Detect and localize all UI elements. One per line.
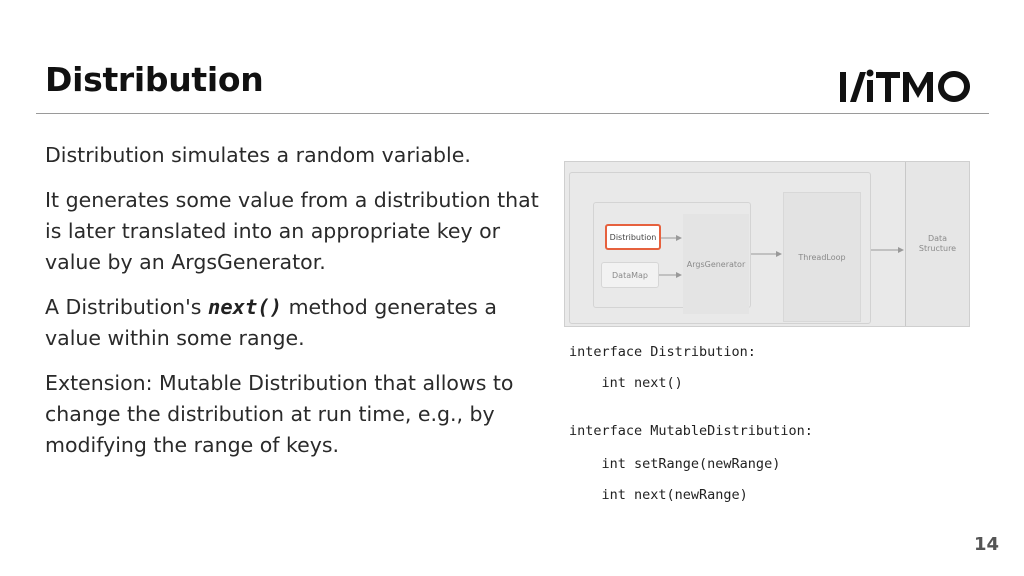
code-line: int setRange(newRange) [569, 456, 781, 472]
code-line: int next(newRange) [569, 487, 748, 503]
code-line: interface Distribution: [569, 344, 756, 360]
diagram-argsgenerator-box: ArgsGenerator [683, 214, 749, 314]
paragraph-next-after: method generates a value within some range. [45, 295, 497, 350]
diagram-arrows [565, 162, 971, 328]
code-line: int next() [569, 375, 683, 391]
diagram-distribution-box: Distribution [605, 224, 661, 250]
paragraph-next-method [45, 292, 545, 354]
title-divider [36, 113, 989, 114]
code-line: interface MutableDistribution: [569, 423, 813, 439]
page-number: 14 [973, 534, 999, 555]
paragraph-next-before: A Distribution's [45, 295, 208, 319]
paragraph-intro: Distribution simulates a random variable. [45, 143, 471, 167]
architecture-diagram [564, 161, 970, 327]
inline-code-next: next() [207, 295, 283, 319]
diagram-data-structure-label: Data Structure [918, 234, 957, 253]
diagram-threadloop-box: ThreadLoop [783, 192, 861, 322]
paragraph-extension: Extension: Mutable Distribution that allows to change the distribution at run time, e.g., by modifying the range of keys. [45, 371, 514, 457]
itmo-logo [838, 64, 986, 104]
diagram-datamap-box: DataMap [601, 262, 659, 288]
paragraph-generation: It generates some value from a distribution that is later translated into an appropriate key or value by an ArgsGenerator. [45, 188, 539, 274]
slide-title: Distribution [45, 60, 264, 99]
body-text [45, 140, 545, 475]
